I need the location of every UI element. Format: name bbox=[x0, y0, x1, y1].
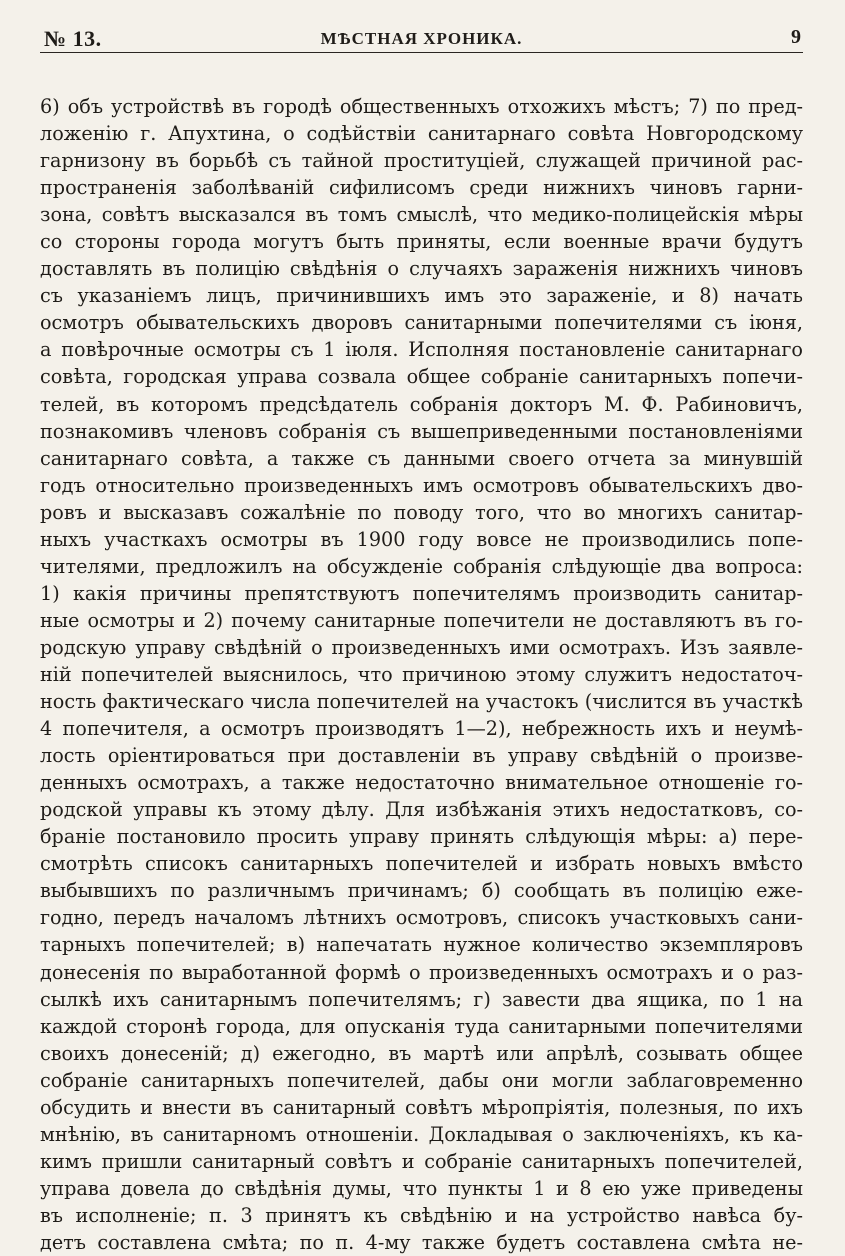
text-line: тарныхъ попечителей; в) напечатать нужное количество экземпляровъ bbox=[40, 933, 803, 957]
text-line: собраніе санитарныхъ попечителей, дабы они могли заблаговременно bbox=[40, 1068, 803, 1092]
text-line: ровъ и высказавъ сожалѣніе по поводу того, что во многихъ санитар- bbox=[40, 500, 803, 524]
text-line: обсудить и внести въ санитарный совѣтъ мѣропріятія, полезныя, по ихъ bbox=[40, 1095, 803, 1119]
text-line: денныхъ осмотрахъ, а также недостаточно внимательное отношеніе го- bbox=[40, 771, 803, 795]
text-line: выбывшихъ по различнымъ причинамъ; б) сообщать въ полицію еже- bbox=[40, 879, 803, 903]
text-line: кимъ пришли санитарный совѣтъ и собраніе санитарныхъ попечителей, bbox=[40, 1149, 803, 1173]
text-line: пространенія заболѣваній сифилисомъ среди нижнихъ чиновъ гарни- bbox=[40, 176, 803, 200]
text-line: а повѣрочные осмотры съ 1 іюля. Исполняя постановленіе санитарнаго bbox=[40, 338, 803, 362]
text-line: совѣта, городская управа созвала общее собраніе санитарныхъ попечи- bbox=[40, 365, 803, 389]
text-line: 6) объ устройствѣ въ городѣ общественныхъ отхожихъ мѣстъ; 7) по пред- bbox=[40, 95, 803, 118]
text-line: со стороны города могутъ быть приняты, если военные врачи будутъ bbox=[40, 230, 803, 254]
text-line: телей, въ которомъ предсѣдатель собранія докторъ М. Ф. Рабиновичъ, bbox=[40, 392, 803, 416]
text-line: детъ составлена смѣта; по п. 4-му также будетъ составлена смѣта не- bbox=[40, 1230, 803, 1254]
issue-number: № 13. bbox=[44, 26, 102, 51]
text-line: браніе постановило просить управу принять слѣдующія мѣры: а) пере- bbox=[40, 825, 803, 849]
text-line: ныхъ участкахъ осмотры въ 1900 году вовсе не производились попе- bbox=[40, 527, 803, 551]
section-title: МѢСТНАЯ ХРОНИКА. bbox=[320, 29, 523, 48]
text-line: мнѣнію, въ санитарномъ отношеніи. Докладывая о заключеніяхъ, къ ка- bbox=[40, 1122, 803, 1146]
text-line: смотрѣть списокъ санитарныхъ попечителей и избрать новыхъ вмѣсто bbox=[40, 852, 803, 876]
page-number: 9 bbox=[791, 26, 801, 48]
text-line: сылкѣ ихъ санитарнымъ попечителямъ; г) завести два ящика, по 1 на bbox=[40, 987, 803, 1011]
running-header bbox=[40, 20, 803, 53]
text-line: ложенію г. Апухтина, о содѣйствіи санитарнаго совѣта Новгородскому bbox=[40, 122, 803, 146]
article-body bbox=[40, 93, 803, 1256]
text-line: каждой сторонѣ города, для опусканія туда санитарными попечителями bbox=[40, 1014, 803, 1038]
text-line: донесенія по выработанной формѣ о произведенныхъ осмотрахъ и о раз- bbox=[40, 960, 803, 984]
text-line: годъ относительно произведенныхъ имъ осмотровъ обывательскихъ дво- bbox=[40, 473, 803, 497]
text-line: съ указаніемъ лицъ, причинившихъ имъ это зараженіе, и 8) начать bbox=[40, 284, 803, 308]
text-line: зона, совѣтъ высказался въ томъ смыслѣ, что медико-полицейскія мѣры bbox=[40, 203, 803, 227]
text-line: своихъ донесеній; д) ежегодно, въ мартѣ или апрѣлѣ, созывать общее bbox=[40, 1041, 803, 1065]
text-line: чителями, предложилъ на обсужденіе собранія слѣдующіе два вопроса: bbox=[40, 554, 803, 578]
text-line: ность фактическаго числа попечителей на участокъ (числится въ участкѣ bbox=[40, 690, 803, 714]
text-line: санитарнаго совѣта, а также съ данными своего отчета за минувшій bbox=[40, 446, 803, 470]
text-line: гарнизону въ борьбѣ съ тайной проституціей, служащей причиной рас- bbox=[40, 149, 803, 173]
text-line: 4 попечителя, а осмотръ производятъ 1—2), небрежность ихъ и неумѣ- bbox=[40, 717, 803, 741]
text-line: лость оріентироваться при доставленіи въ управу свѣдѣній о произве- bbox=[40, 744, 803, 768]
text-line: родской управы къ этому дѣлу. Для избѣжанія этихъ недостатковъ, со- bbox=[40, 798, 803, 822]
text-line: осмотръ обывательскихъ дворовъ санитарными попечителями съ іюня, bbox=[40, 311, 803, 335]
text-line: ные осмотры и 2) почему санитарные попечители не доставляютъ въ го- bbox=[40, 608, 803, 632]
text-line: въ исполненіе; п. 3 принятъ къ свѣдѣнію и на устройство навѣса бу- bbox=[40, 1203, 803, 1227]
text-line: родскую управу свѣдѣній о произведенныхъ ими осмотрахъ. Изъ заявле- bbox=[40, 635, 803, 659]
text-line: управа довела до свѣдѣнія думы, что пункты 1 и 8 ею уже приведены bbox=[40, 1176, 803, 1200]
text-line: 1) какія причины препятствуютъ попечителямъ производить санитар- bbox=[40, 581, 803, 605]
text-line: годно, передъ началомъ лѣтнихъ осмотровъ, списокъ участковыхъ сани- bbox=[40, 906, 803, 930]
text-line: ній попечителей выяснилось, что причиною этому служитъ недостаточ- bbox=[40, 662, 803, 686]
text-line: доставлять въ полицію свѣдѣнія о случаяхъ зараженія нижнихъ чиновъ bbox=[40, 257, 803, 281]
text-line: познакомивъ членовъ собранія съ вышеприведенными постановленіями bbox=[40, 419, 803, 443]
